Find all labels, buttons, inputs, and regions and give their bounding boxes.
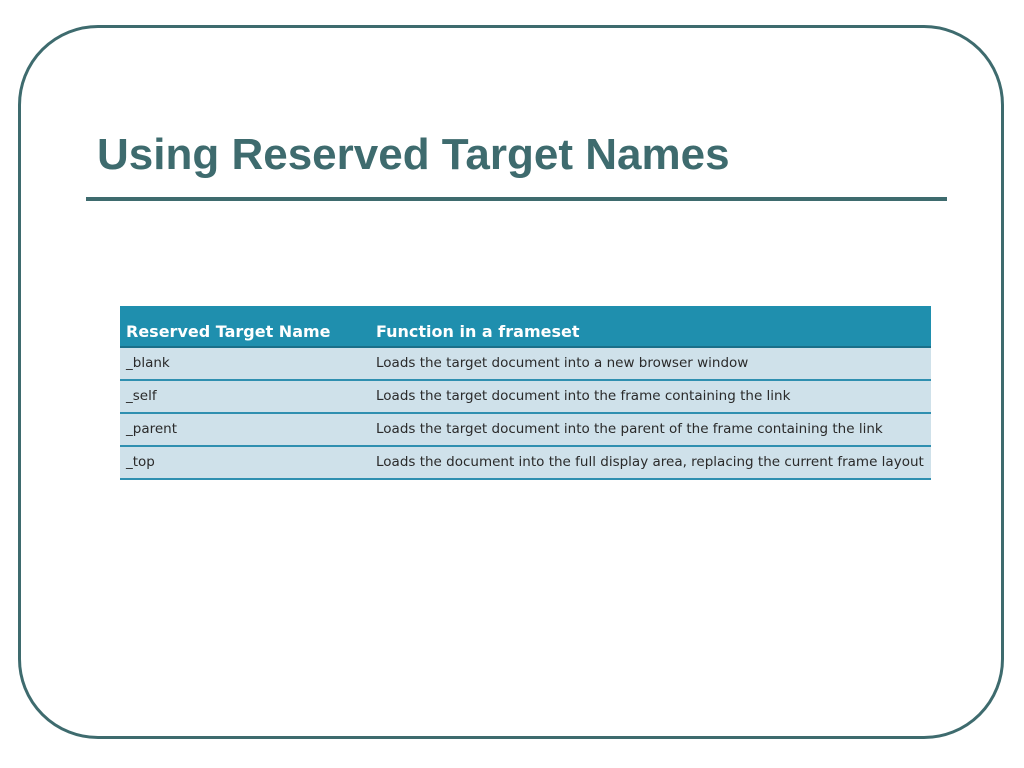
reserved-target-table xyxy=(120,306,931,480)
function-cell: Loads the target document into the frame containing the link xyxy=(370,380,931,413)
target-name-cell: _self xyxy=(120,380,370,413)
title-underline xyxy=(86,197,947,201)
table-row xyxy=(120,446,931,479)
slide-title: Using Reserved Target Names xyxy=(97,130,730,179)
table-row xyxy=(120,347,931,380)
table-body xyxy=(120,347,931,479)
target-name-cell: _top xyxy=(120,446,370,479)
table-row xyxy=(120,413,931,446)
table-header xyxy=(120,306,931,347)
function-cell: Loads the document into the full display area, replacing the current frame layout xyxy=(370,446,931,479)
column-header-reserved-target-name: Reserved Target Name xyxy=(120,306,370,347)
target-name-cell: _parent xyxy=(120,413,370,446)
function-cell: Loads the target document into the parent of the frame containing the link xyxy=(370,413,931,446)
table-header-row xyxy=(120,306,931,347)
column-header-function: Function in a frameset xyxy=(370,306,931,347)
target-name-cell: _blank xyxy=(120,347,370,380)
function-cell: Loads the target document into a new browser window xyxy=(370,347,931,380)
table-row xyxy=(120,380,931,413)
